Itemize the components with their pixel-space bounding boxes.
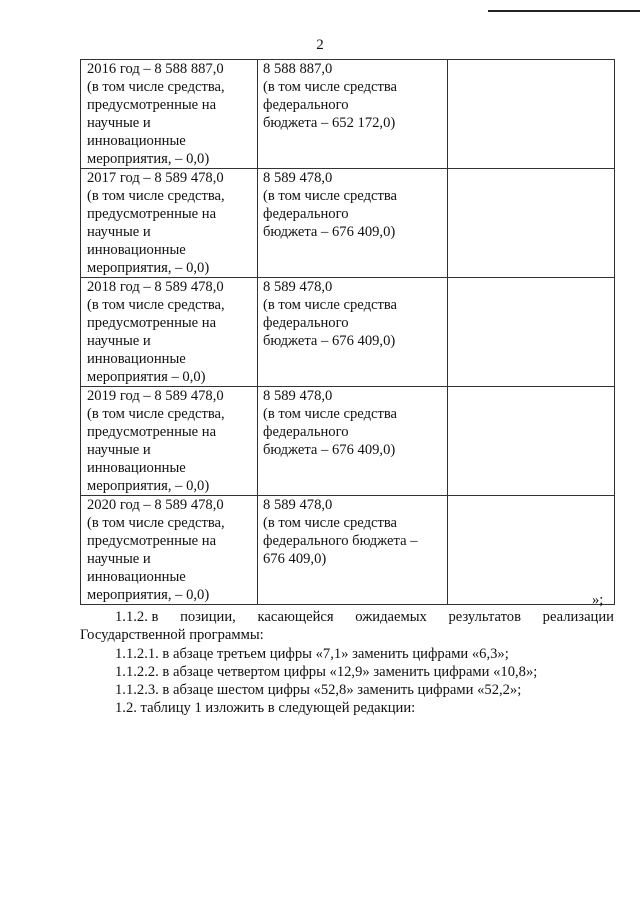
federal-funding-cell: 8 588 887,0 (в том числе средства федерального бюджета – 652 172,0)	[258, 60, 448, 169]
year-funding-cell: 2016 год – 8 588 887,0 (в том числе средства, предусмотренные на научные и инновационные мероприятия, – 0,0)	[81, 60, 258, 169]
empty-cell	[448, 60, 615, 169]
word: позиции,	[180, 609, 236, 625]
word: реализации	[542, 609, 614, 625]
paragraph-1-1-2	[80, 608, 614, 644]
year-funding-cell: 2019 год – 8 589 478,0 (в том числе средства, предусмотренные на научные и инновационные мероприятия, – 0,0)	[81, 387, 258, 496]
year-funding-cell: 2020 год – 8 589 478,0 (в том числе средства, предусмотренные на научные и инновационные мероприятия, – 0,0)	[81, 496, 258, 605]
table-row	[81, 496, 615, 605]
paragraph-1-1-2-1: 1.1.2.1. в абзаце третьем цифры «7,1» заменить цифрами «6,3»;	[115, 646, 509, 662]
federal-funding-cell: 8 589 478,0 (в том числе средства федерального бюджета – 676 409,0)	[258, 278, 448, 387]
paragraph-line	[80, 608, 614, 626]
word: касающейся	[257, 609, 334, 625]
year-funding-cell: 2017 год – 8 589 478,0 (в том числе средства, предусмотренные на научные и инновационные мероприятия, – 0,0)	[81, 169, 258, 278]
empty-cell	[448, 278, 615, 387]
table-row	[81, 278, 615, 387]
word: ожидаемых	[355, 609, 427, 625]
federal-funding-cell: 8 589 478,0 (в том числе средства федерального бюджета – 676 409,0)	[258, 387, 448, 496]
paragraph-1-2: 1.2. таблицу 1 изложить в следующей редакции:	[115, 700, 416, 716]
paragraph-1-1-2-2: 1.1.2.2. в абзаце четвертом цифры «12,9» заменить цифрами «10,8»;	[115, 664, 538, 680]
table-row	[81, 387, 615, 496]
table-row	[81, 169, 615, 278]
page-number: 2	[316, 37, 324, 53]
closing-quote: »;	[592, 592, 604, 608]
word: результатов	[448, 609, 521, 625]
federal-funding-cell: 8 589 478,0 (в том числе средства федерального бюджета – 676 409,0)	[258, 169, 448, 278]
federal-funding-cell: 8 589 478,0 (в том числе средства федерального бюджета – 676 409,0)	[258, 496, 448, 605]
scan-edge-line	[488, 10, 640, 12]
empty-cell	[448, 387, 615, 496]
budget-table	[80, 59, 615, 605]
paragraph-line: Государственной программы:	[80, 627, 264, 643]
table-row	[81, 60, 615, 169]
word: 1.1.2. в	[115, 609, 159, 625]
empty-cell	[448, 169, 615, 278]
empty-cell	[448, 496, 615, 605]
year-funding-cell: 2018 год – 8 589 478,0 (в том числе средства, предусмотренные на научные и инновационные мероприятия – 0,0)	[81, 278, 258, 387]
paragraph-1-1-2-3: 1.1.2.3. в абзаце шестом цифры «52,8» заменить цифрами «52,2»;	[115, 682, 522, 698]
